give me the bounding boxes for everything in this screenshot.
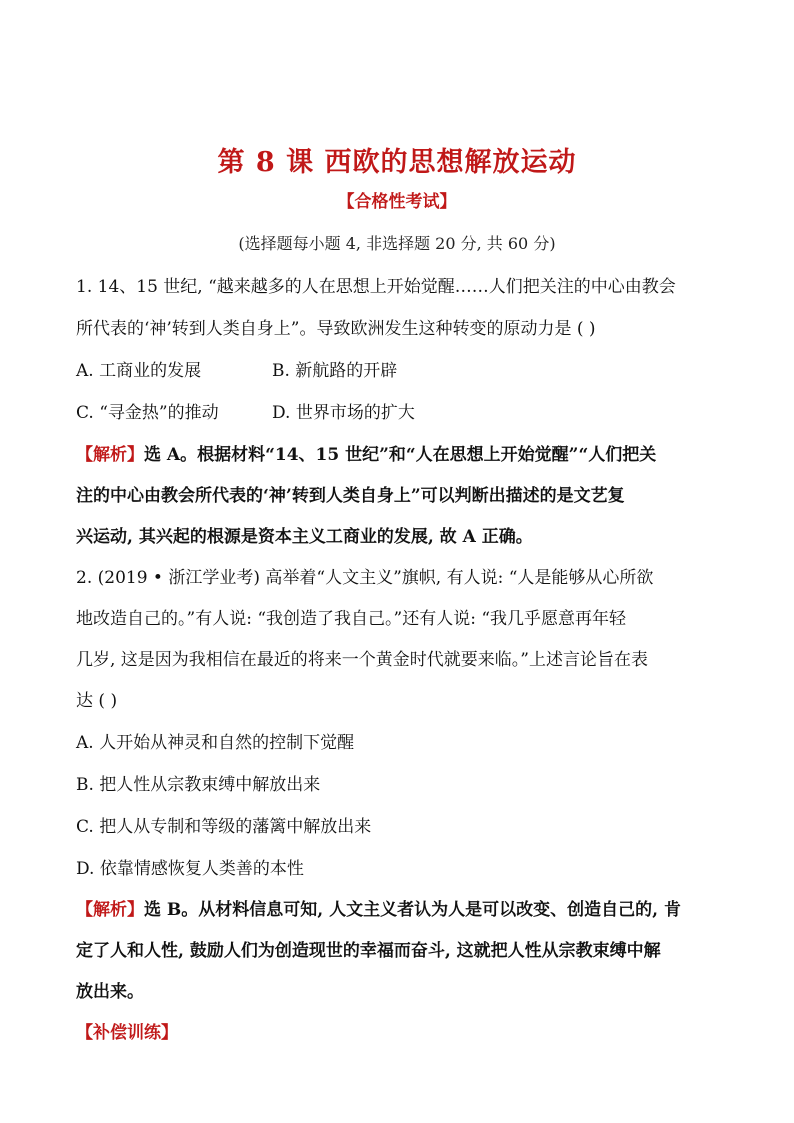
q1-stem-line-2: 所代表的‘神’转到人类自身上”。导致欧洲发生这种转变的原动力是 ( ) — [76, 319, 596, 339]
q2-analysis-text-1: 选 B。从材料信息可知, 人文主义者认为人是可以改变、创造自己的, 肯 — [144, 900, 681, 920]
q2-stem-line-4: 达 ( ) — [76, 691, 118, 711]
q2-analysis-line-1 — [76, 895, 681, 920]
q2-analysis-line-3: 放出来。 — [76, 982, 144, 1002]
q1-analysis-text-1: 选 A。根据材料“14、15 世纪”和“人在思想上开始觉醒”“人们把关 — [144, 445, 657, 465]
q2-stem-line-2: 地改造自己的。”有人说: “我创造了我自己。”还有人说: “我几乎愿意再年轻 — [76, 609, 627, 629]
score-note: (选择题每小题 4, 非选择题 20 分, 共 60 分) — [238, 234, 556, 253]
q2-option-b: B. 把人性从宗教束缚中解放出来 — [76, 775, 321, 795]
q2-option-c: C. 把人从专制和等级的藩篱中解放出来 — [76, 817, 372, 837]
q1-stem-line-1: 1. 14、15 世纪, “越来越多的人在思想上开始觉醒……人们把关注的中心由教会 — [76, 277, 676, 297]
supplementary-training-heading: 【补偿训练】 — [76, 1023, 178, 1043]
q1-option-b: B. 新航路的开辟 — [272, 361, 398, 381]
q2-analysis-tag: 【解析】 — [76, 900, 144, 920]
q2-stem-line-3: 几岁, 这是因为我相信在最近的将来一个黄金时代就要来临。”上述言论旨在表 — [76, 650, 648, 670]
q2-analysis-line-2: 定了人和人性, 鼓励人们为创造现世的幸福而奋斗, 这就把人性从宗教束缚中解 — [76, 941, 661, 961]
q2-option-a: A. 人开始从神灵和自然的控制下觉醒 — [76, 733, 355, 753]
q1-analysis-line-3: 兴运动, 其兴起的根源是资本主义工商业的发展, 故 A 正确。 — [76, 527, 533, 547]
q1-option-a: A. 工商业的发展 — [76, 361, 202, 381]
lesson-title: 第 8 课 西欧的思想解放运动 — [217, 147, 577, 178]
section-heading: 【合格性考试】 — [337, 192, 457, 212]
q1-option-d: D. 世界市场的扩大 — [272, 403, 415, 423]
q2-option-d: D. 依靠情感恢复人类善的本性 — [76, 859, 304, 879]
q1-analysis-line-1 — [76, 440, 656, 465]
q1-analysis-tag: 【解析】 — [76, 445, 144, 465]
q1-option-c: C. “寻金热”的推动 — [76, 403, 219, 423]
q1-analysis-line-2: 注的中心由教会所代表的‘神’转到人类自身上”可以判断出描述的是文艺复 — [76, 486, 625, 506]
q2-stem-line-1: 2. (2019 • 浙江学业考) 高举着“人文主义”旗帜, 有人说: “人是能够从心所欲 — [76, 568, 654, 588]
